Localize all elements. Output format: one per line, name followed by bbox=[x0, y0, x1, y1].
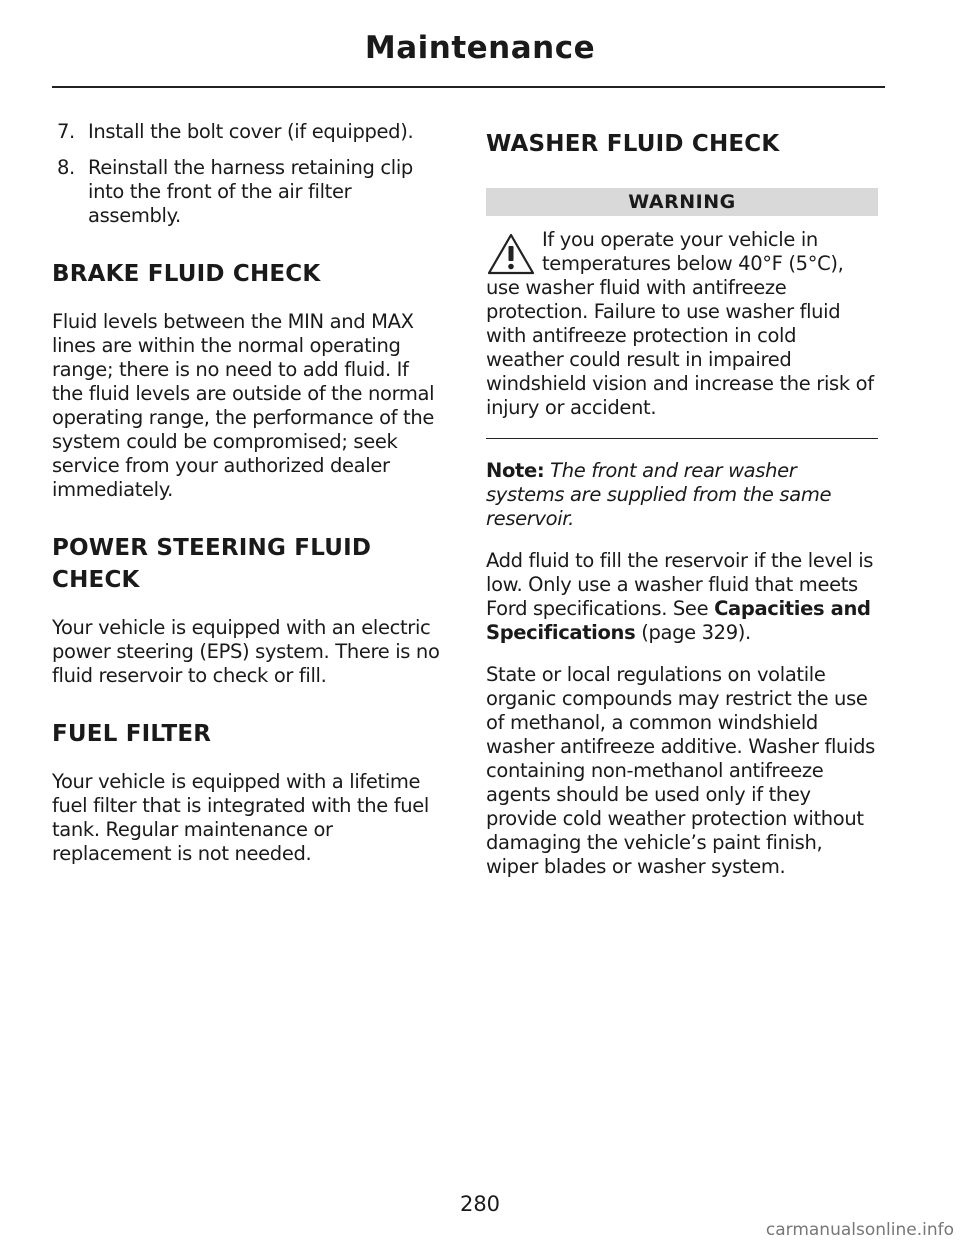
right-column bbox=[486, 120, 878, 897]
add-fluid-text: Add fluid to fill the reservoir if the level is low. Only use a washer fluid that meets Ford specifications. See bbox=[486, 549, 874, 620]
note-label: Note: bbox=[486, 459, 545, 482]
brake-fluid-body: Fluid levels between the MIN and MAX lines are within the normal operating range; there is no need to add fluid. If the fluid levels are outside of the normal operating range, the performance of the system could be compromised; seek service from your authorized dealer immediately. bbox=[52, 310, 435, 501]
warning-triangle-icon bbox=[486, 232, 536, 276]
step-list bbox=[52, 120, 444, 228]
page-reference: (page 329). bbox=[641, 621, 751, 644]
list-item bbox=[52, 120, 444, 144]
power-steering-heading-line2: CHECK bbox=[52, 567, 140, 593]
fuel-filter-body: Your vehicle is equipped with a lifetime fuel filter that is integrated with the fuel tank. Regular maintenance or replacement is not needed. bbox=[52, 770, 429, 865]
step-text: Reinstall the harness retaining clip into the front of the air filter assembly. bbox=[88, 156, 413, 227]
brake-fluid-heading: BRAKE FLUID CHECK bbox=[52, 261, 321, 287]
add-fluid-paragraph bbox=[486, 549, 878, 645]
power-steering-heading-line1: POWER STEERING FLUID bbox=[52, 535, 372, 561]
note-text: The front and rear washer systems are supplied from the same reservoir. bbox=[486, 459, 832, 530]
warning-divider bbox=[486, 438, 878, 439]
note-paragraph bbox=[486, 459, 878, 531]
power-steering-heading bbox=[52, 532, 444, 596]
page-number: 280 bbox=[459, 1192, 501, 1216]
power-steering-body: Your vehicle is equipped with an electric power steering (EPS) system. There is no fluid reservoir to check or fill. bbox=[52, 616, 440, 687]
fuel-filter-heading: FUEL FILTER bbox=[52, 721, 212, 747]
washer-fluid-heading: WASHER FLUID CHECK bbox=[486, 131, 780, 157]
step-number: 8. bbox=[57, 156, 75, 179]
warning-banner: WARNING bbox=[486, 188, 878, 216]
step-number: 7. bbox=[57, 120, 75, 143]
warning-block bbox=[486, 228, 878, 420]
header-divider bbox=[52, 86, 885, 88]
list-item bbox=[52, 156, 444, 228]
left-column bbox=[52, 120, 444, 884]
step-text: Install the bolt cover (if equipped). bbox=[88, 120, 414, 143]
regulations-paragraph: State or local regulations on volatile organic compounds may restrict the use of methanol, a common windshield washer antifreeze additive. Washer fluids containing non-methanol antifreeze agents should be used only if they provide cold weather protection without damaging the vehicle’s paint finish, wiper blades or washer system. bbox=[486, 663, 875, 878]
capacities-link[interactable]: Capacities and Specifications bbox=[486, 597, 871, 644]
page-title: Maintenance bbox=[364, 30, 596, 66]
warning-text: If you operate your vehicle in temperatures below 40°F (5°C), use washer fluid with antifreeze protection. Failure to use washer fluid with antifreeze protection in cold weather could result in impaired windshield vision and increase the risk of injury or accident. bbox=[486, 228, 874, 419]
watermark: carmanualsonline.info bbox=[765, 1220, 954, 1240]
